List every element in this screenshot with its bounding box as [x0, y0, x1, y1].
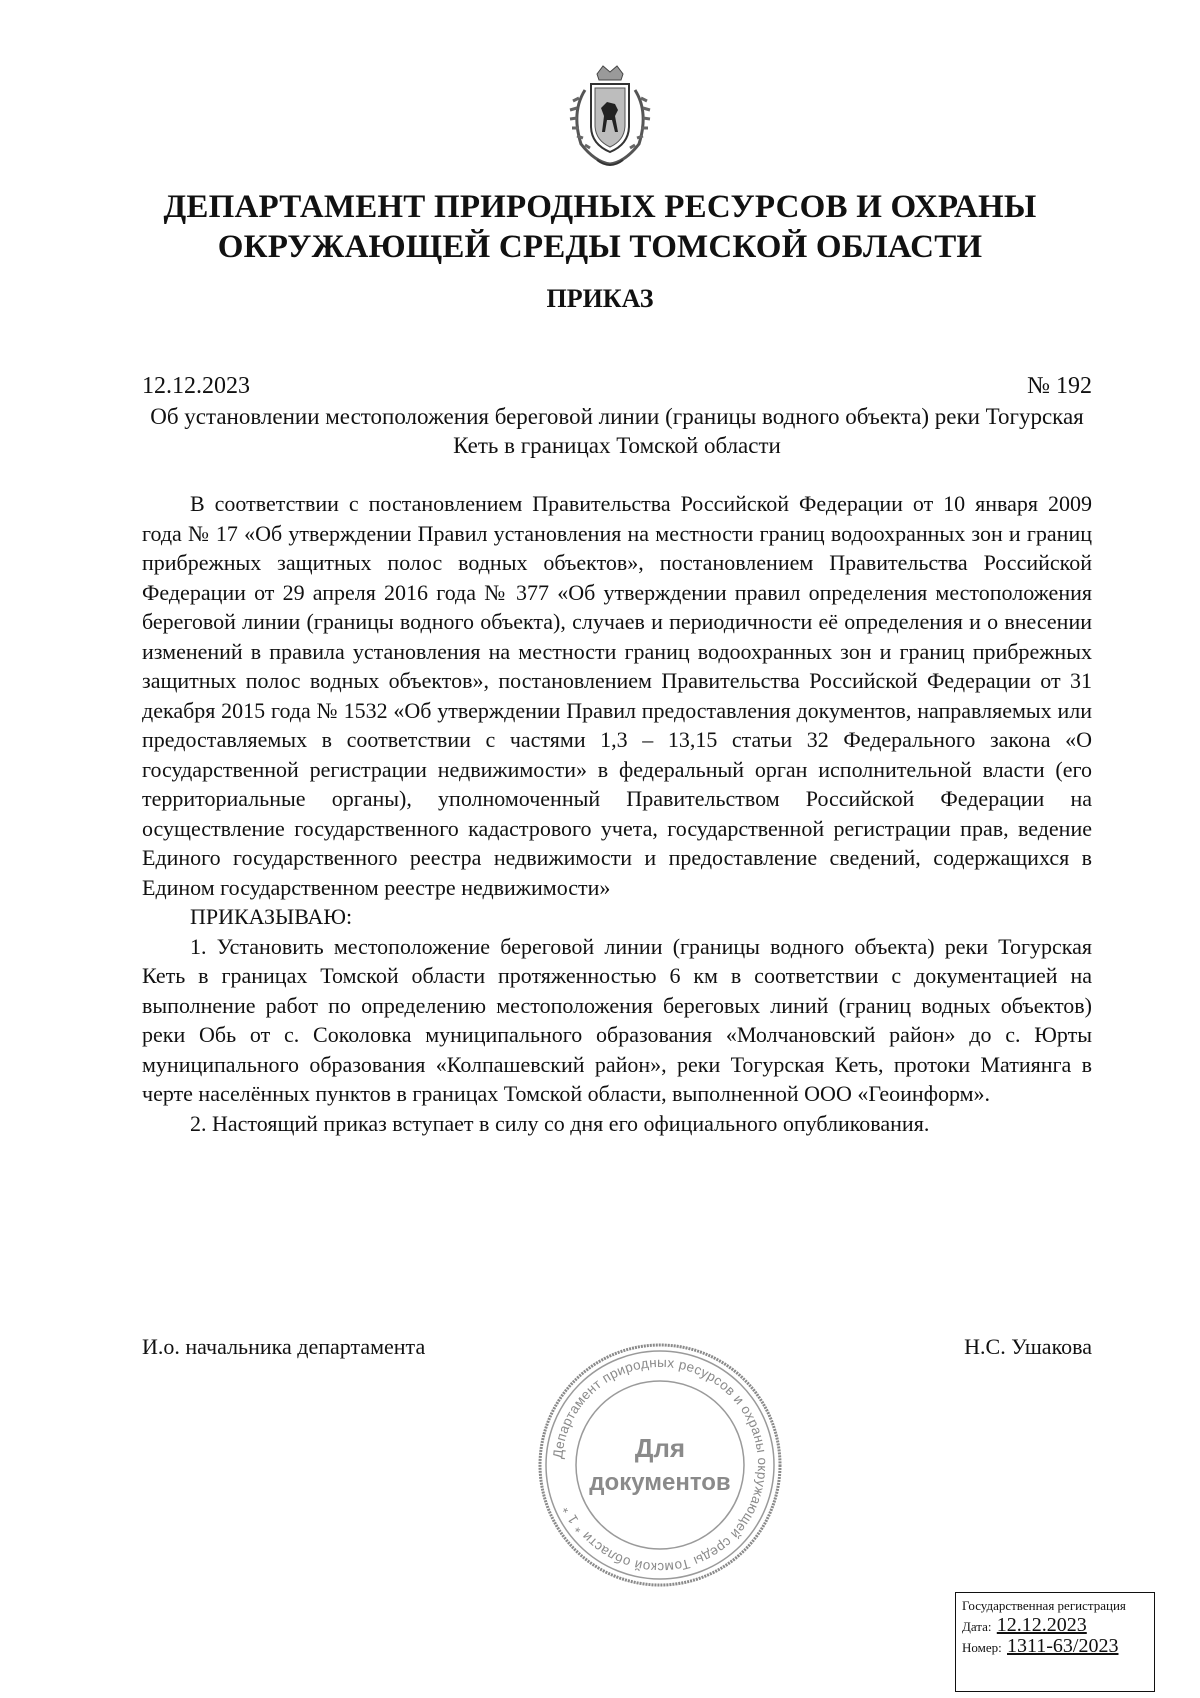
order-body	[142, 489, 1092, 1138]
department-name-line-2: ОКРУЖАЮЩЕЙ СРЕДЫ ТОМСКОЙ ОБЛАСТИ	[217, 229, 983, 265]
signatory-name: Н.С. Ушакова	[964, 1334, 1092, 1359]
order-item-1: 1. Установить местоположение береговой линии (границы водного объекта) реки Тогурская Кеть в границах Томской области протяженностью 6 км в соответствии с документацией на выполнение работ по определению местоположения береговых линий (границ водных объектов) реки Обь от с. Соколовка муниципального образования «Молчановский район» до с. Юрты муниципального образования «Колпашевский район», реки Тогурская Кеть, протоки Матиянга в черте населённых пунктов в границах Томской области, выполненной ООО «Геоинформ».	[142, 933, 1092, 1106]
order-subject: Об установлении местоположения береговой линии (границы водного объекта) реки Тогурская Кеть в границах Томской области	[150, 404, 1084, 458]
order-date: 12.12.2023	[142, 373, 250, 399]
registration-date-value: 12.12.2023	[996, 1614, 1087, 1636]
department-name	[130, 187, 1070, 267]
official-stamp	[535, 1340, 785, 1590]
order-word: ПРИКАЗЫВАЮ:	[190, 904, 353, 929]
stamp-ring-text: Департамент природных ресурсов и охраны окружающей среды Томской области * 1 *	[550, 1354, 771, 1576]
registration-date-row	[962, 1614, 1148, 1636]
signatory-role: И.о. начальника департамента	[142, 1334, 426, 1359]
order-item-2: 2. Настоящий приказ вступает в силу со дня его официального опубликования.	[190, 1110, 930, 1136]
order-number: № 192	[1027, 373, 1092, 399]
registration-number-label: Номер:	[962, 1640, 1002, 1655]
preamble-paragraph: В соответствии с постановлением Правительства Российской Федерации от 10 января 2009 года № 17 «Об утверждении Правил установления на местности границ водоохранных зон и границ прибрежных защитных полос водных объектов», постановлением Правительства Российской Федерации от 29 апреля 2016 года № 377 «Об утверждении правил определения местоположения береговой линии (границы водного объекта), случаев и периодичности её определения и о внесении изменений в правила установления на местности границ водоохранных зон и границ прибрежных защитных полос водных объектов», постановлением Правительства Российской Федерации от 31 декабря 2015 года № 1532 «Об утверждении Правил предоставления документов, направляемых или предоставляемых в соответствии с частями 1,3 – 13,15 статьи 32 Федерального закона «О государственной регистрации недвижимости» в федеральный орган исполнительной власти (его территориальные органы), уполномоченный Правительством Российской Федерации на осуществление государственного кадастрового учета, государственной регистрации прав, ведение Единого государственного реестра недвижимости и предоставление сведений, содержащихся в Едином государственном реестре недвижимости»	[142, 491, 1092, 900]
tomsk-region-coat-of-arms-icon	[555, 64, 665, 174]
stamp-center-line-2: документов	[589, 1469, 731, 1496]
registration-number-value: 1311-63/2023	[1007, 1635, 1119, 1657]
registration-title: Государственная регистрация	[962, 1598, 1126, 1613]
stamp-center-line-1: Для	[634, 1433, 686, 1463]
registration-number-row	[962, 1635, 1148, 1657]
registration-date-label: Дата:	[962, 1619, 992, 1634]
svg-text:Департамент природных ресурсов	[550, 1355, 770, 1575]
document-type: ПРИКАЗ	[546, 284, 654, 313]
department-name-line-1: ДЕПАРТАМЕНТ ПРИРОДНЫХ РЕСУРСОВ И ОХРАНЫ	[163, 189, 1037, 225]
registration-box	[955, 1592, 1155, 1692]
